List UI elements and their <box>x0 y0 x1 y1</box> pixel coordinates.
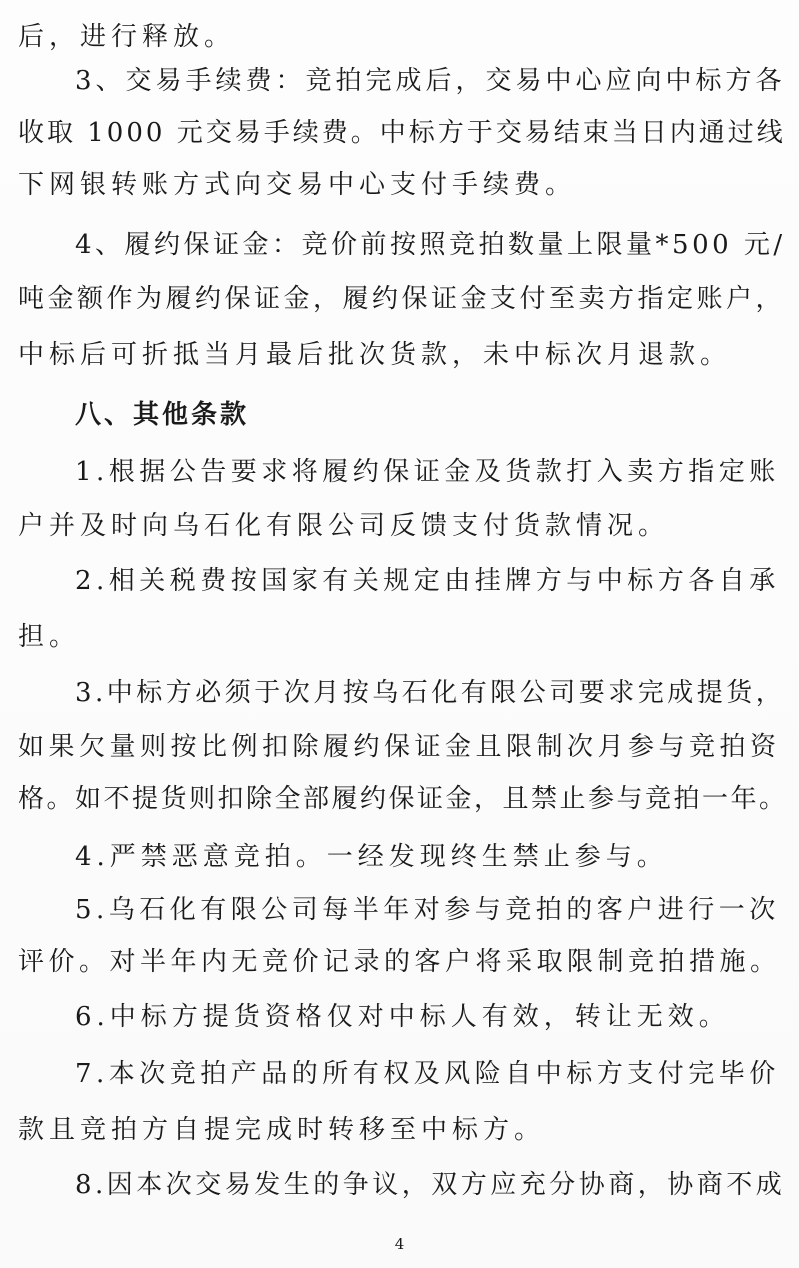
section-3-line-1: 后，进行释放。 <box>18 22 236 52</box>
item-8-line-1: 8.因本次交易发生的争议，双方应充分协商，协商不成 <box>75 1170 786 1200</box>
item-5-line-2: 评价。对半年内无竞价记录的客户将采取限制竞拍措施。 <box>18 947 781 977</box>
item-3-line-2: 如果欠量则按比例扣除履约保证金且限制次月参与竞拍资 <box>18 732 781 762</box>
section-4-line-1: 4、履约保证金：竞价前按照竞拍数量上限量*500 元/ <box>75 230 786 260</box>
section-3-line-4: 下网银转账方式向交易中心支付手续费。 <box>18 170 577 200</box>
item-1-line-1: 1.根据公告要求将履约保证金及货款打入卖方指定账 <box>75 457 780 487</box>
section-8-heading: 八、其他条款 <box>75 400 250 430</box>
section-3-line-2: 3、交易手续费：竞拍完成后，交易中心应向中标方各 <box>75 66 786 96</box>
item-3-line-1: 3.中标方必须于次月按乌石化有限公司要求完成提货， <box>75 678 786 708</box>
item-6-line-1: 6.中标方提货资格仅对中标人有效，转让无效。 <box>75 1002 730 1032</box>
item-1-line-2: 户并及时向乌石化有限公司反馈支付货款情况。 <box>18 511 670 541</box>
section-4-line-2: 吨金额作为履约保证金，履约保证金支付至卖方指定账户， <box>18 284 786 314</box>
page-number: 4 <box>394 1235 405 1253</box>
item-7-line-2: 款且竞拍方自提完成时转移至中标方。 <box>18 1115 546 1145</box>
item-2-line-1: 2.相关税费按国家有关规定由挂牌方与中标方各自承 <box>75 566 780 596</box>
item-2-line-2: 担。 <box>18 622 81 652</box>
item-5-line-1: 5.乌石化有限公司每半年对参与竞拍的客户进行一次 <box>75 895 780 925</box>
section-3-line-3: 收取 1000 元交易手续费。中标方于交易结束当日内通过线 <box>18 118 786 148</box>
section-4-line-3: 中标后可折抵当月最后批次货款，未中标次月退款。 <box>18 340 732 370</box>
item-4-line-1: 4.严禁恶意竞拍。一经发现终生禁止参与。 <box>75 842 668 872</box>
item-7-line-1: 7.本次竞拍产品的所有权及风险自中标方支付完毕价 <box>75 1059 780 1089</box>
item-3-line-3: 格。如不提货则扣除全部履约保证金，且禁止参与竞拍一年。 <box>18 784 788 814</box>
